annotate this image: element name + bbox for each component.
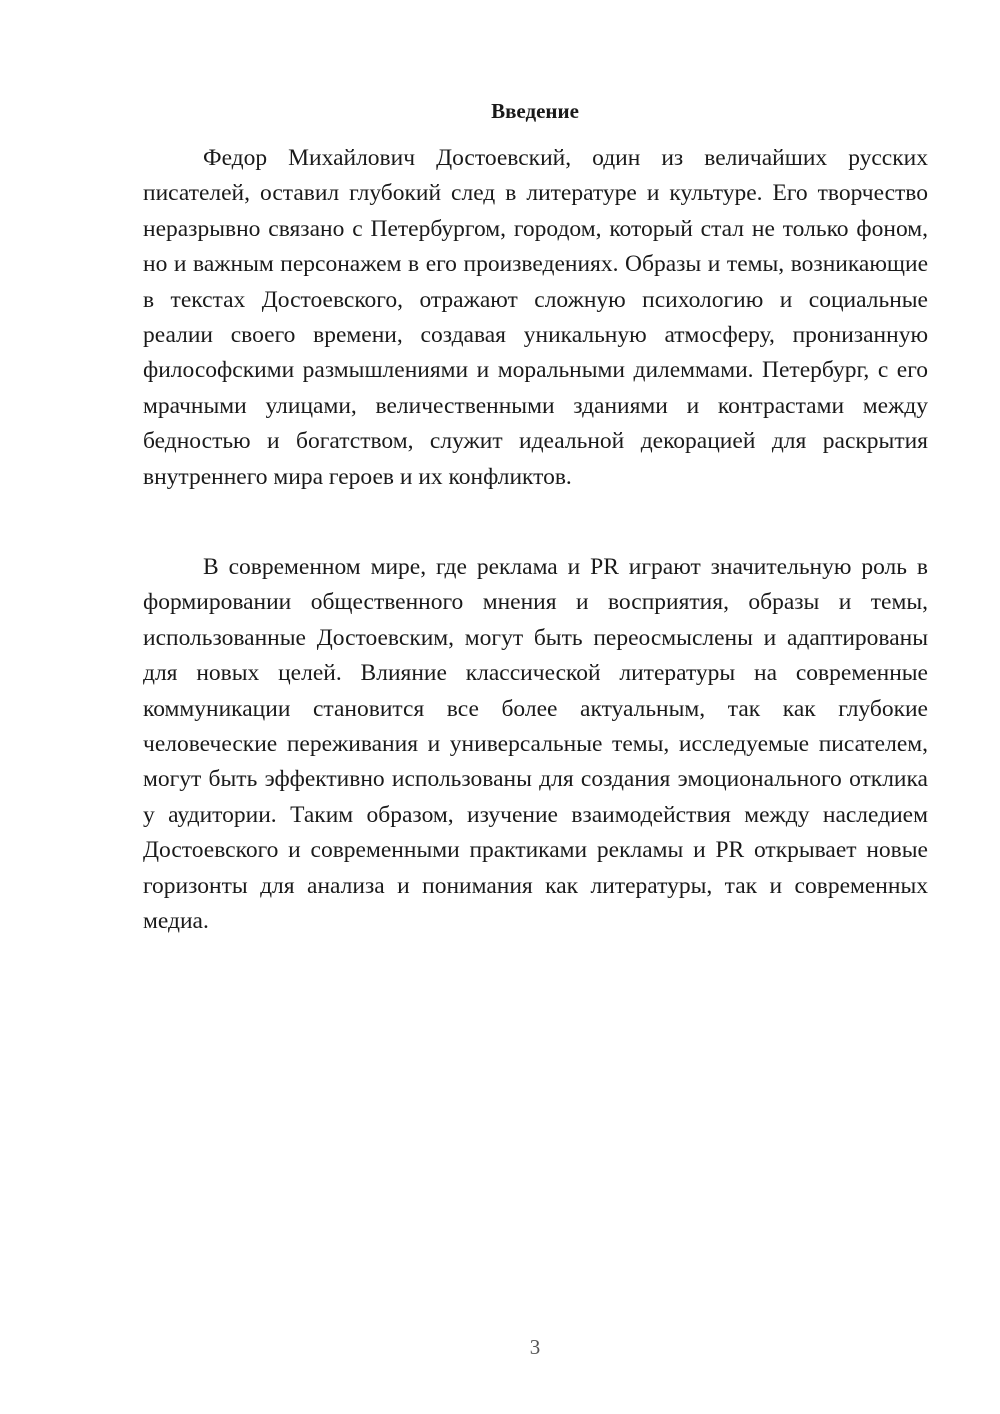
section-heading: Введение <box>491 99 579 123</box>
paragraph-2: В современном мире, где реклама и PR играют значительную роль в формировании общественного мнения и восприятия, образы и темы, использованные Достоевским, могут быть переосмыслены и адаптированы для новых целей. Влияние классической литературы на современные коммуникации становится все более актуальным, так как глубокие человеческие переживания и универсальные темы, исследуемые писателем, могут быть эффективно использованы для создания эмоционального отклика у аудитории. Таким образом, изучение взаимодействия между наследием Достоевского и современными практиками рекламы и PR открывает новые горизонты для анализа и понимания как литературы, так и современных медиа. <box>143 554 928 935</box>
page-number: 3 <box>529 1335 541 1359</box>
paragraph-1: Федор Михайлович Достоевский, один из величайших русских писателей, оставил глубокий след в литературе и культуре. Его творчество неразрывно связано с Петербургом, городом, который стал не только фоном, но и важным персонажем в его произведениях. Образы и темы, возникающие в текстах Достоевского, отражают сложную психологию и социальные реалии своего времени, создавая уникальную атмосферу, пронизанную философскими размышлениями и моральными дилеммами. Петербург, с его мрачными улицами, величественными зданиями и контрастами между бедностью и богатством, служит идеальной декорацией для раскрытия внутреннего мира героев и их конфликтов. <box>143 145 928 490</box>
